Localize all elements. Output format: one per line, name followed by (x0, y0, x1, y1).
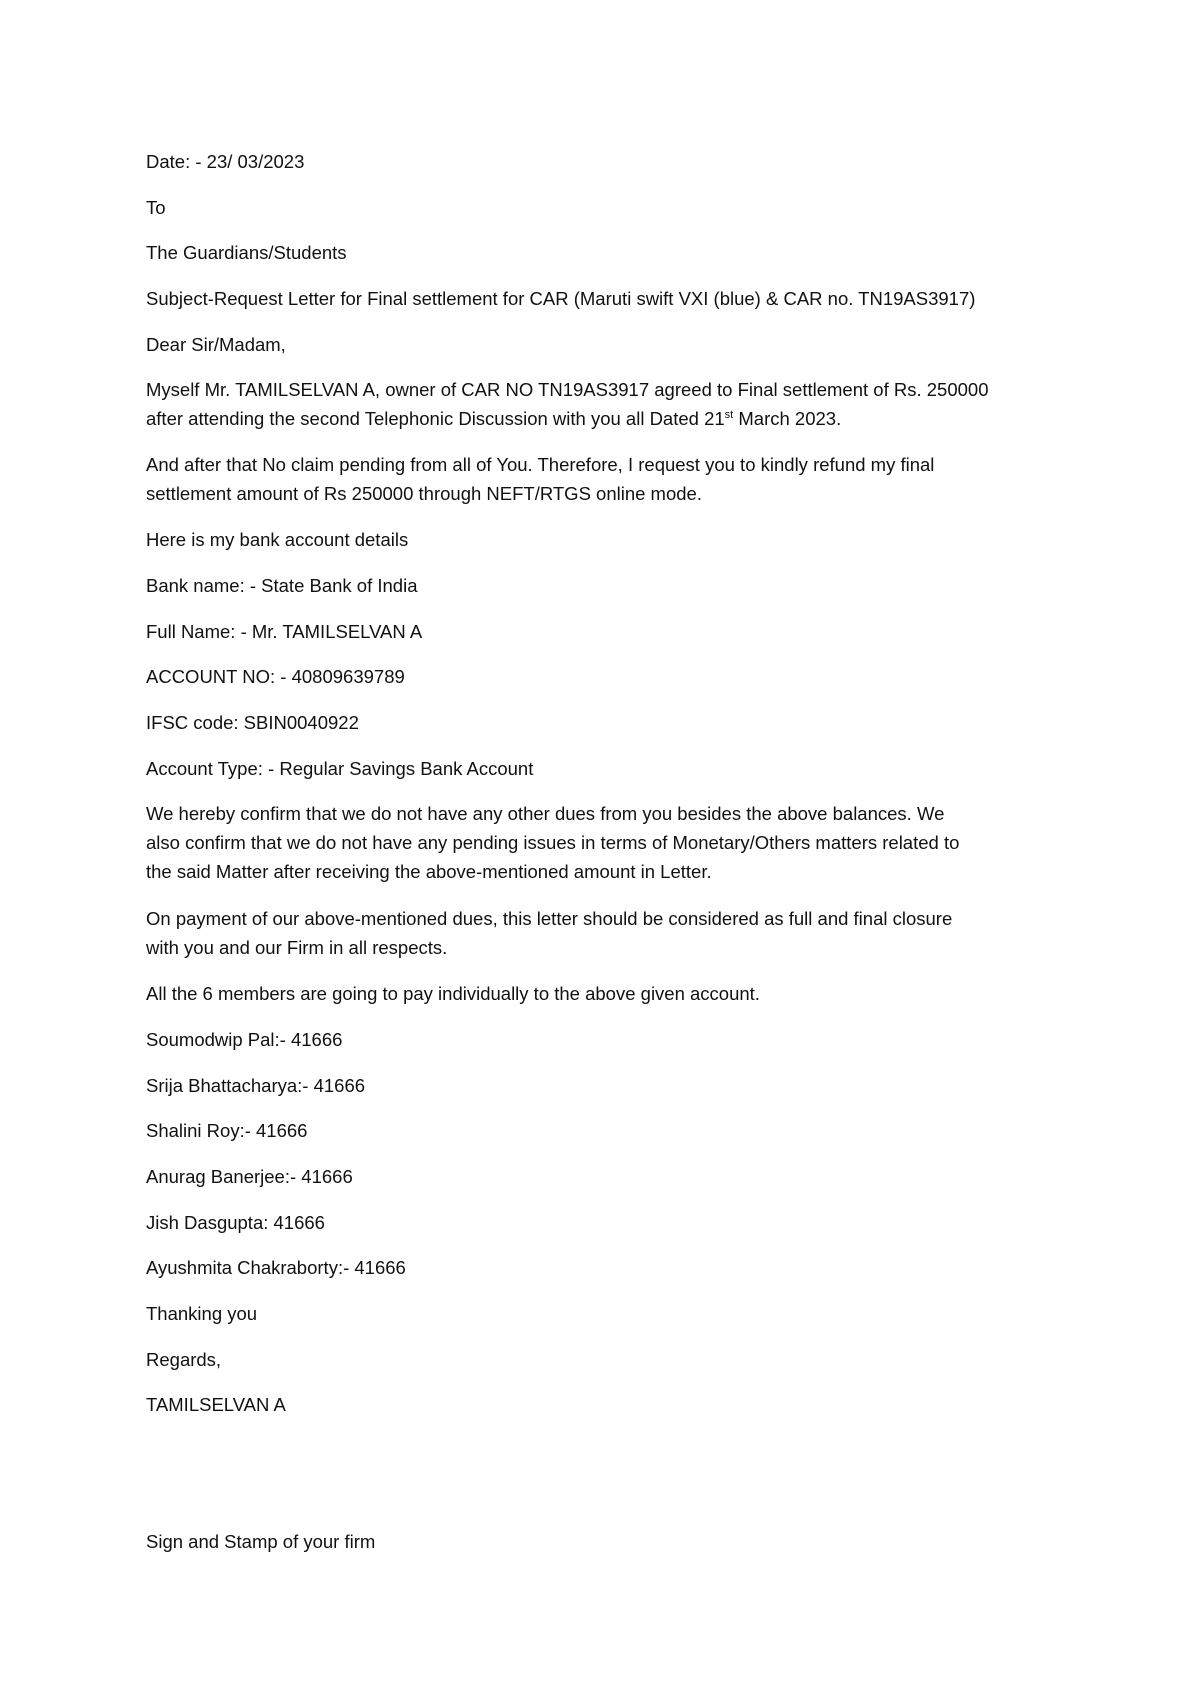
member-line: Soumodwip Pal:- 41666 (146, 1029, 343, 1050)
account-number: ACCOUNT NO: - 40809639789 (146, 666, 405, 687)
paragraph-line: also confirm that we do not have any pending issues in terms of Monetary/Others matters related to (146, 832, 960, 853)
paragraph-line: after attending the second Telephonic Discussion with you all Dated 21st March 2023. (146, 408, 842, 429)
settlement-paragraph (146, 375, 988, 433)
full-name: Full Name: - Mr. TAMILSELVAN A (146, 621, 423, 642)
paragraph-line: And after that No claim pending from all of You. Therefore, I request you to kindly refund my final (146, 454, 935, 475)
member-line: Jish Dasgupta: 41666 (146, 1212, 325, 1233)
paragraph-line: the said Matter after receiving the above-mentioned amount in Letter. (146, 861, 712, 882)
members-intro: All the 6 members are going to pay individually to the above given account. (146, 983, 760, 1004)
paragraph-line: We hereby confirm that we do not have any other dues from you besides the above balances. We (146, 803, 945, 824)
refund-paragraph (146, 450, 934, 508)
paragraph-line: Myself Mr. TAMILSELVAN A, owner of CAR NO TN19AS3917 agreed to Final settlement of Rs. 250000 (146, 379, 989, 400)
signatory-name: TAMILSELVAN A (146, 1394, 286, 1415)
subject-line: Subject-Request Letter for Final settlement for CAR (Maruti swift VXI (blue) & CAR no. TN19AS3917) (146, 288, 976, 309)
bank-name: Bank name: - State Bank of India (146, 575, 418, 596)
salutation: Dear Sir/Madam, (146, 334, 286, 355)
paragraph-line: with you and our Firm in all respects. (146, 937, 448, 958)
account-type: Account Type: - Regular Savings Bank Account (146, 758, 534, 779)
recipient-line: The Guardians/Students (146, 242, 347, 263)
member-line: Srija Bhattacharya:- 41666 (146, 1075, 366, 1096)
paragraph-line: On payment of our above-mentioned dues, this letter should be considered as full and final closure (146, 908, 953, 929)
member-line: Anurag Banerjee:- 41666 (146, 1166, 353, 1187)
sign-stamp-line: Sign and Stamp of your firm (146, 1531, 376, 1552)
paragraph-line: settlement amount of Rs 250000 through NEFT/RTGS online mode. (146, 483, 702, 504)
closure-paragraph (146, 904, 952, 962)
thanks-line: Thanking you (146, 1303, 258, 1324)
date-line: Date: - 23/ 03/2023 (146, 151, 305, 172)
member-line: Shalini Roy:- 41666 (146, 1120, 308, 1141)
ordinal-suffix: st (724, 408, 734, 421)
confirmation-paragraph (146, 799, 959, 886)
to-line: To (146, 197, 166, 218)
bank-intro: Here is my bank account details (146, 529, 409, 550)
regards-line: Regards, (146, 1349, 222, 1370)
ifsc-code: IFSC code: SBIN0040922 (146, 712, 359, 733)
member-line: Ayushmita Chakraborty:- 41666 (146, 1257, 406, 1278)
